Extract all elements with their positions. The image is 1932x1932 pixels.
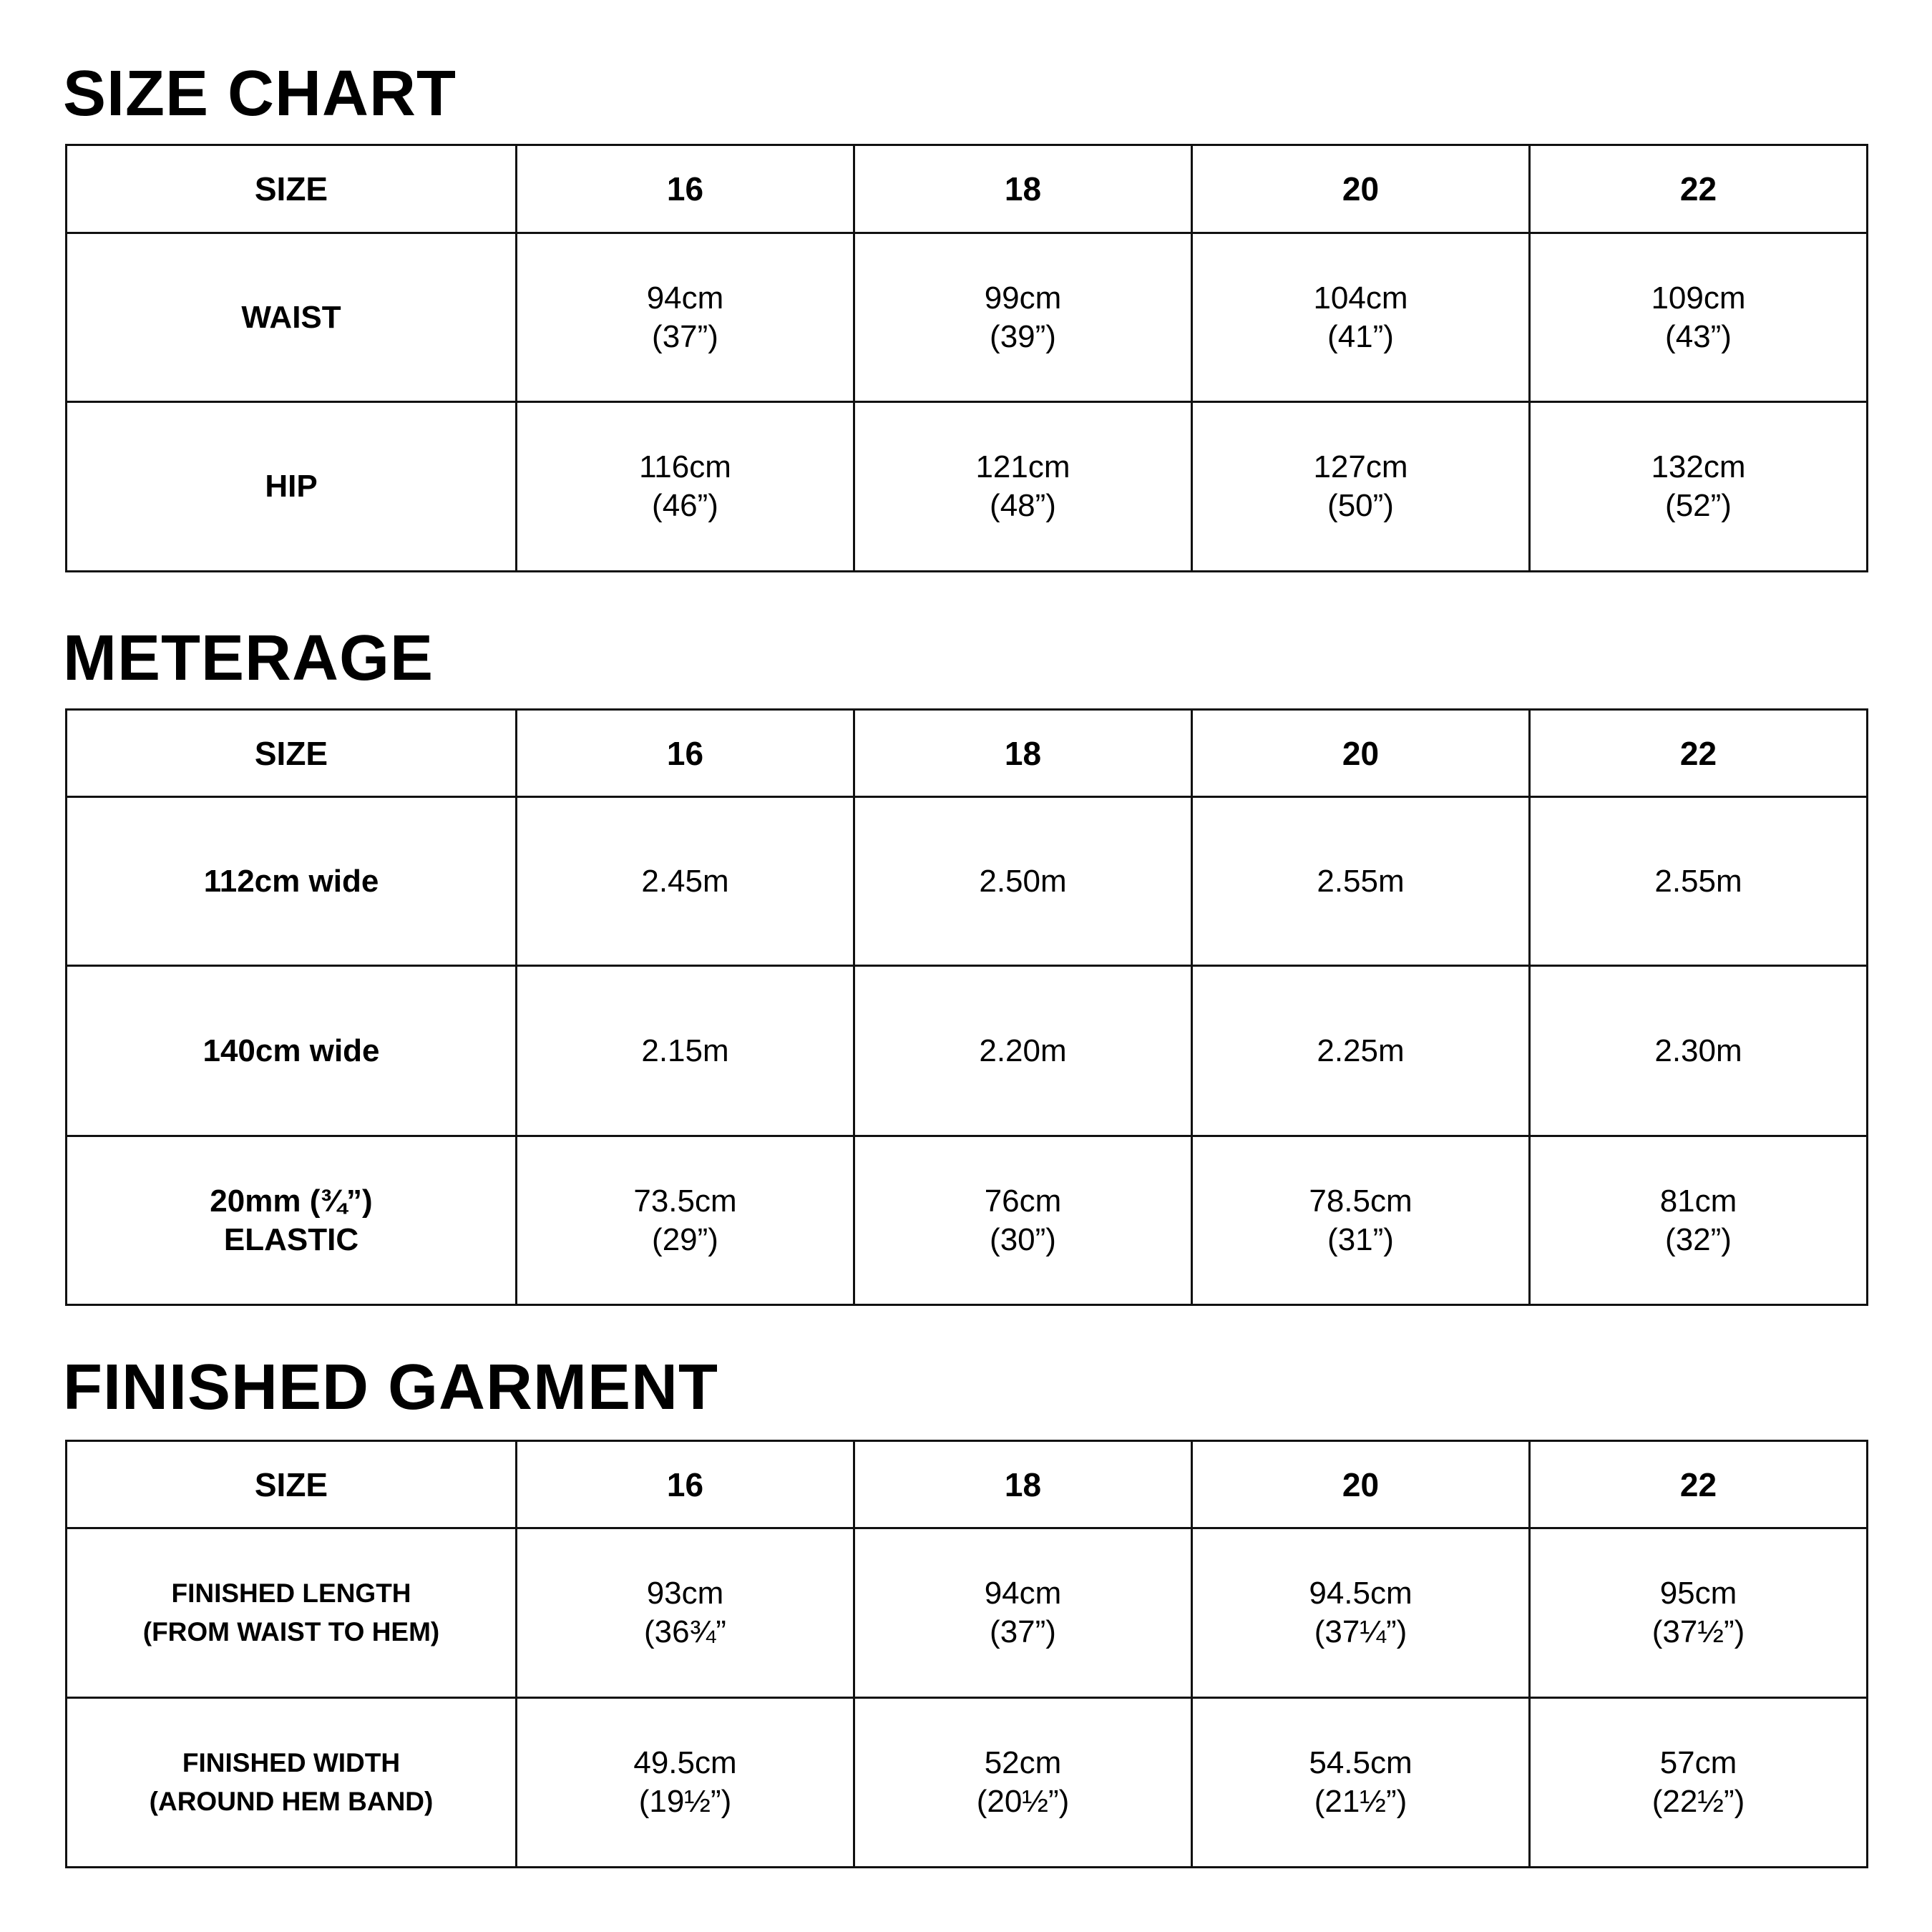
header-cell-18: 18 xyxy=(854,710,1192,797)
header-cell-20: 20 xyxy=(1192,1441,1530,1528)
table-cell: 2.55m xyxy=(1530,797,1868,966)
table-cell: 76cm (30”) xyxy=(854,1136,1192,1305)
row-label: 20mm (¾”) ELASTIC xyxy=(67,1136,517,1305)
table-cell: 104cm (41”) xyxy=(1192,233,1530,402)
table-row-112cm-wide xyxy=(67,797,1868,966)
table-cell: 94.5cm (37¼”) xyxy=(1192,1528,1530,1698)
size-chart-title: SIZE CHART xyxy=(63,58,457,130)
header-cell-22: 22 xyxy=(1530,710,1868,797)
table-cell: 81cm (32”) xyxy=(1530,1136,1868,1305)
table-cell: 54.5cm (21½”) xyxy=(1192,1698,1530,1868)
header-cell-size: SIZE xyxy=(67,710,517,797)
header-cell-18: 18 xyxy=(854,145,1192,233)
header-row xyxy=(67,710,1868,797)
table-cell: 2.25m xyxy=(1192,966,1530,1136)
table-cell: 78.5cm (31”) xyxy=(1192,1136,1530,1305)
header-cell-size: SIZE xyxy=(67,1441,517,1528)
table-cell: 2.30m xyxy=(1530,966,1868,1136)
row-label: FINISHED WIDTH (AROUND HEM BAND) xyxy=(67,1698,517,1868)
table-cell: 109cm (43”) xyxy=(1530,233,1868,402)
table-cell: 93cm (36¾” xyxy=(517,1528,854,1698)
table-cell: 94cm (37”) xyxy=(854,1528,1192,1698)
finished-garment-title: FINISHED GARMENT xyxy=(63,1352,718,1423)
table-cell: 2.45m xyxy=(517,797,854,966)
header-row xyxy=(67,145,1868,233)
table-cell: 52cm (20½”) xyxy=(854,1698,1192,1868)
table-cell: 73.5cm (29”) xyxy=(517,1136,854,1305)
table-cell: 57cm (22½”) xyxy=(1530,1698,1868,1868)
table-cell: 121cm (48”) xyxy=(854,402,1192,572)
table-cell: 2.55m xyxy=(1192,797,1530,966)
table-cell: 94cm (37”) xyxy=(517,233,854,402)
row-label: FINISHED LENGTH (FROM WAIST TO HEM) xyxy=(67,1528,517,1698)
table-row-waist xyxy=(67,233,1868,402)
table-cell: 95cm (37½”) xyxy=(1530,1528,1868,1698)
table-row-finished-length xyxy=(67,1528,1868,1698)
row-label: HIP xyxy=(67,402,517,572)
header-cell-22: 22 xyxy=(1530,1441,1868,1528)
header-cell-18: 18 xyxy=(854,1441,1192,1528)
table-row-finished-width xyxy=(67,1698,1868,1868)
header-row xyxy=(67,1441,1868,1528)
size-chart-table xyxy=(65,144,1868,572)
header-cell-16: 16 xyxy=(517,1441,854,1528)
header-cell-22: 22 xyxy=(1530,145,1868,233)
header-cell-20: 20 xyxy=(1192,710,1530,797)
table-cell: 2.15m xyxy=(517,966,854,1136)
table-cell: 116cm (46”) xyxy=(517,402,854,572)
finished-garment-table xyxy=(65,1440,1868,1868)
meterage-title: METERAGE xyxy=(63,623,434,694)
header-cell-16: 16 xyxy=(517,710,854,797)
table-cell: 132cm (52”) xyxy=(1530,402,1868,572)
row-label: WAIST xyxy=(67,233,517,402)
header-cell-16: 16 xyxy=(517,145,854,233)
header-cell-20: 20 xyxy=(1192,145,1530,233)
row-label: 112cm wide xyxy=(67,797,517,966)
table-row-elastic xyxy=(67,1136,1868,1305)
meterage-table xyxy=(65,708,1868,1306)
table-row-hip xyxy=(67,402,1868,572)
table-cell: 2.20m xyxy=(854,966,1192,1136)
header-cell-size: SIZE xyxy=(67,145,517,233)
table-cell: 2.50m xyxy=(854,797,1192,966)
table-cell: 49.5cm (19½”) xyxy=(517,1698,854,1868)
row-label: 140cm wide xyxy=(67,966,517,1136)
table-cell: 99cm (39”) xyxy=(854,233,1192,402)
table-cell: 127cm (50”) xyxy=(1192,402,1530,572)
table-row-140cm-wide xyxy=(67,966,1868,1136)
